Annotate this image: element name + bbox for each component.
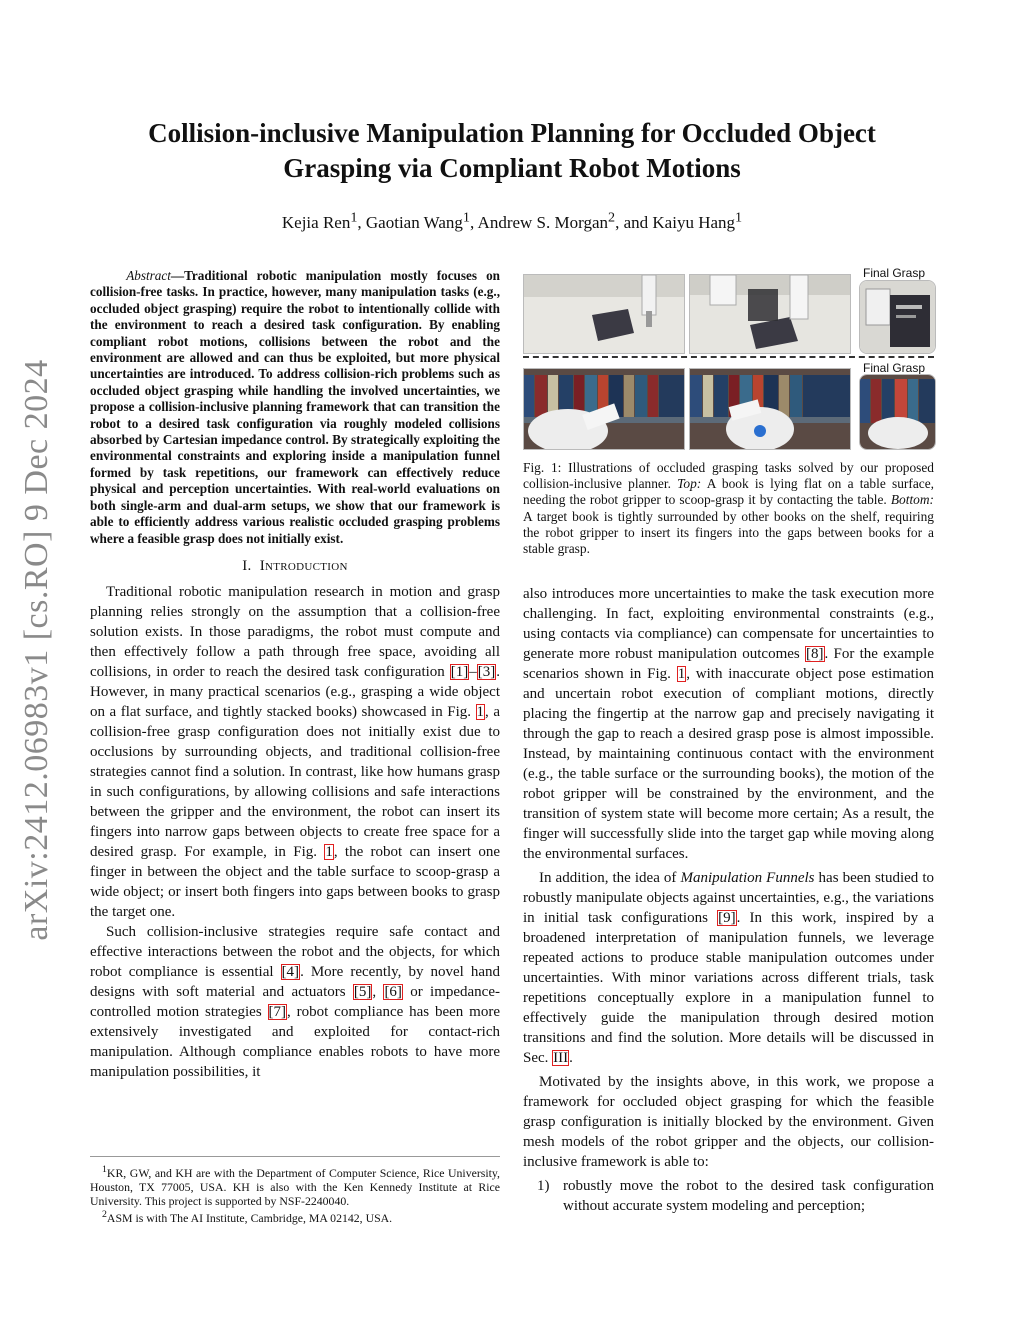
photo-shelf-1-image xyxy=(524,369,684,449)
photo-table-book-1 xyxy=(523,274,685,354)
photo-shelf-2-image xyxy=(690,369,850,449)
footnotes xyxy=(90,1156,500,1225)
abstract: Abstract—Traditional robotic manipulation mostly focuses on collision-free tasks. In practice, however, many manipulation tasks (e.g., occluded object grasping) require the robot to intentionally collide with the environment to reach a desired task configuration. By enabling compliant robot motions, collisions between the robot and the environment are allowed and can thus be exploited, but more physical uncertainties are introduced. To address collision-rich problems such as occluded object grasping while handling the involved uncertainties, we propose a collision-inclusive planning framework that can transition the robot to a desired task configuration via roughly modeled collisions absorbed by Cartesian impedance control. By strategically exploiting the environmental constraints and exploring inside a manipulation funnel formed by task repetitions, our framework can effectively reduce physical and perception uncertainties. With real-world evaluations on both single-arm and dual-arm setups, we show that our framework is able to efficiently address various realistic occluded grasping problems where a feasible grasp does not initially exist. xyxy=(90,268,500,546)
photo-table-book-1-image xyxy=(524,275,684,353)
figure-link[interactable]: 1 xyxy=(476,703,485,720)
section-link[interactable]: III xyxy=(553,1050,569,1066)
citation-link[interactable]: [3] xyxy=(477,663,496,680)
citation-link[interactable]: [9] xyxy=(718,910,736,926)
citation-link[interactable]: [5] xyxy=(353,983,372,1000)
citation-link[interactable]: [4] xyxy=(281,963,300,980)
left-column xyxy=(90,268,500,1082)
photo-table-book-2-image xyxy=(690,275,850,353)
photo-final-grasp-bottom xyxy=(859,374,936,450)
photo-final-grasp-top xyxy=(859,280,936,354)
intro-paragraph-2: Such collision-inclusive strategies require safe contact and effective interactions between the robot and the objects, for which robot compliance is essential [4]. More recently, by novel hand designs with soft material and actuators [5], [6] or impedance-controlled motion strategies [7], robot compliance has been more extensively investigated and exploited for contact-rich manipulation. Although compliance enables robots to have more manipulation possibilities, it xyxy=(90,923,500,1080)
figure-1 xyxy=(523,268,934,452)
figure-link[interactable]: 1 xyxy=(325,843,333,860)
citation-link[interactable]: [8] xyxy=(806,646,824,662)
photo-final-grasp-top-image xyxy=(860,281,935,353)
abstract-label: Abstract xyxy=(126,268,171,283)
final-grasp-label-top: Final Grasp xyxy=(863,266,926,280)
arxiv-sidebar xyxy=(8,340,66,960)
citation-link[interactable]: [1] xyxy=(450,663,469,680)
contribution-list xyxy=(523,1176,934,1216)
footnote: $^1$KR, GW, and KH are with the Department of Computer Science, Rice University, Houston, TX 77005, USA. KH is also with the Ken Kennedy Institute at Rice University. This project is supported by NSF-2240040. xyxy=(90,1164,500,1208)
figure-caption: Fig. 1: Illustrations of occluded grasping tasks solved by our proposed collision-inclusive planner. Top: A book is lying flat on a table surface, needing the robot gripper to scoop-grasp it by contacting the table. Bottom: A target book is tightly surrounded by other books on the shelf, requiring the robot gripper to insert its fingers into the gaps between books for a stable grasp. xyxy=(523,460,935,557)
list-item: 1) robustly move the robot to the desired task configuration without accurate system modeling and perception; xyxy=(537,1178,934,1214)
right-paragraph-2: In addition, the idea of Manipulation Funnels has been studied to robustly manipulate objects against uncertainties, e.g., the variations in initial task configurations [9]. In this work, inspired by a broadened interpretation of manipulation funnels, we leverage repeated actions to produce stable manipulation outcomes under uncertainties. With minor variations across different trials, task repetitions conceptually explore in a manipulation funnel to effectively guide the manipulation through desired motion transitions and find the solution. More details will be discussed in Sec. III. xyxy=(523,870,934,1066)
right-paragraph-1: also introduces more uncertainties to make the task execution more challenging. In fact, exploiting environmental constraints (e.g., using contacts via compliance) can compensate for uncertainties to generate more robust manipulation outcomes [8]. For the example scenarios shown in Fig. 1, with inaccurate object pose estimation and uncertain robot execution of compliant motions, directly placing the fingertip at the narrow gap and precisely navigating it through the gap to reach a desired grasp pose is almost impossible. Instead, by maintaining continuous contact with the environment (e.g., the table surface or the surrounding books), the motion of the robot gripper will be constrained by the environment, and the transition of system state will become more certain; As a result, the finger will successfully slide into the target gap while moving along the environmental surfaces. xyxy=(523,586,934,862)
paper-title: Collision-inclusive Manipulation Planning for Occluded Object Grasping via Compliant Robot Motions xyxy=(148,118,876,183)
author-list xyxy=(90,209,934,233)
footnote: $^2$ASM is with The AI Institute, Cambridge, MA 02142, USA. xyxy=(102,1208,393,1225)
photo-table-book-2 xyxy=(689,274,851,354)
intro-paragraph-1: Traditional robotic manipulation research in motion and grasp planning relies strongly on the assumption that a collision-free solution exists. In those paradigms, the robot must compute and then effectively follow a path through free space, avoiding all collisions, in order to reach the desired task configuration [1]–[3]. However, in many practical scenarios (e.g., grasping a wide object on a flat surface, and tightly stacked books) showcased in Fig. 1, a collision-free grasp configuration does not initially exist due to occlusions by surrounding objects, and traditional collision-free strategies cannot find a solution. In contrast, like how humans grasp in such configurations, by allowing collisions and safe interactions between the gripper and the environment, the robot can insert its fingers into narrow gaps between objects to create free space for a desired grasp. For example, in Fig. 1, the robot can insert one finger in between the object and the table surface to scoop-grasp a wide object; or insert both fingers into gaps between books to grasp the target one. xyxy=(90,583,500,920)
abstract-text: Traditional robotic manipulation mostly focuses on collision-free tasks. In practice, however, many manipulation tasks (e.g., occluded object grasping) require the robot to intentionally collide with the environment to reach a desired task configuration. By enabling compliant robot motions, collisions between the robot and the environment are allowed and can thus be exploited, but more physical uncertainties are introduced. To address collision-rich problems such as occluded object grasping while handling the involved uncertainties, we propose a collision-inclusive planning framework that can transition the robot to a desired task configuration via roughly modeled collisions absorbed by Cartesian impedance control. By strategically exploiting the environmental constraints and exploring inside a manipulation funnel formed by task repetitions, our framework can effectively reduce physical and perception uncertainties. With real-world evaluations on both single-arm and dual-arm setups, we show that our framework is able to efficiently address various realistic occluded grasping problems where a feasible grasp does not initially exist. xyxy=(90,268,500,546)
arxiv-identifier: arXiv:2412.06983v1 [cs.RO] 9 Dec 2024 xyxy=(18,359,55,941)
right-paragraph-3: Motivated by the insights above, in this work, we propose a framework for occluded object grasping for which the feasible grasp configuration is initially blocked by the environment. Given mesh models of the robot gripper and the objects, our collision-inclusive framework is able to: xyxy=(523,1074,934,1170)
photo-shelf-2 xyxy=(689,368,851,450)
photo-shelf-1 xyxy=(523,368,685,450)
author: Kaiyu Hang$^1$ xyxy=(652,209,743,232)
author: Kejia Ren$^1$, xyxy=(281,209,366,232)
citation-link[interactable]: [6] xyxy=(384,983,402,1000)
citation-link[interactable]: [7] xyxy=(268,1003,287,1020)
section-heading: I. Introduction xyxy=(242,557,348,574)
photo-final-grasp-bottom-image xyxy=(860,375,935,449)
author: Andrew S. Morgan$^2$, and xyxy=(477,209,653,232)
figure-link[interactable]: 1 xyxy=(677,666,686,682)
figure-divider xyxy=(523,356,934,358)
right-column xyxy=(523,584,934,1216)
final-grasp-label-bottom: Final Grasp xyxy=(863,361,926,375)
author: Gaotian Wang$^1$, xyxy=(365,209,478,232)
